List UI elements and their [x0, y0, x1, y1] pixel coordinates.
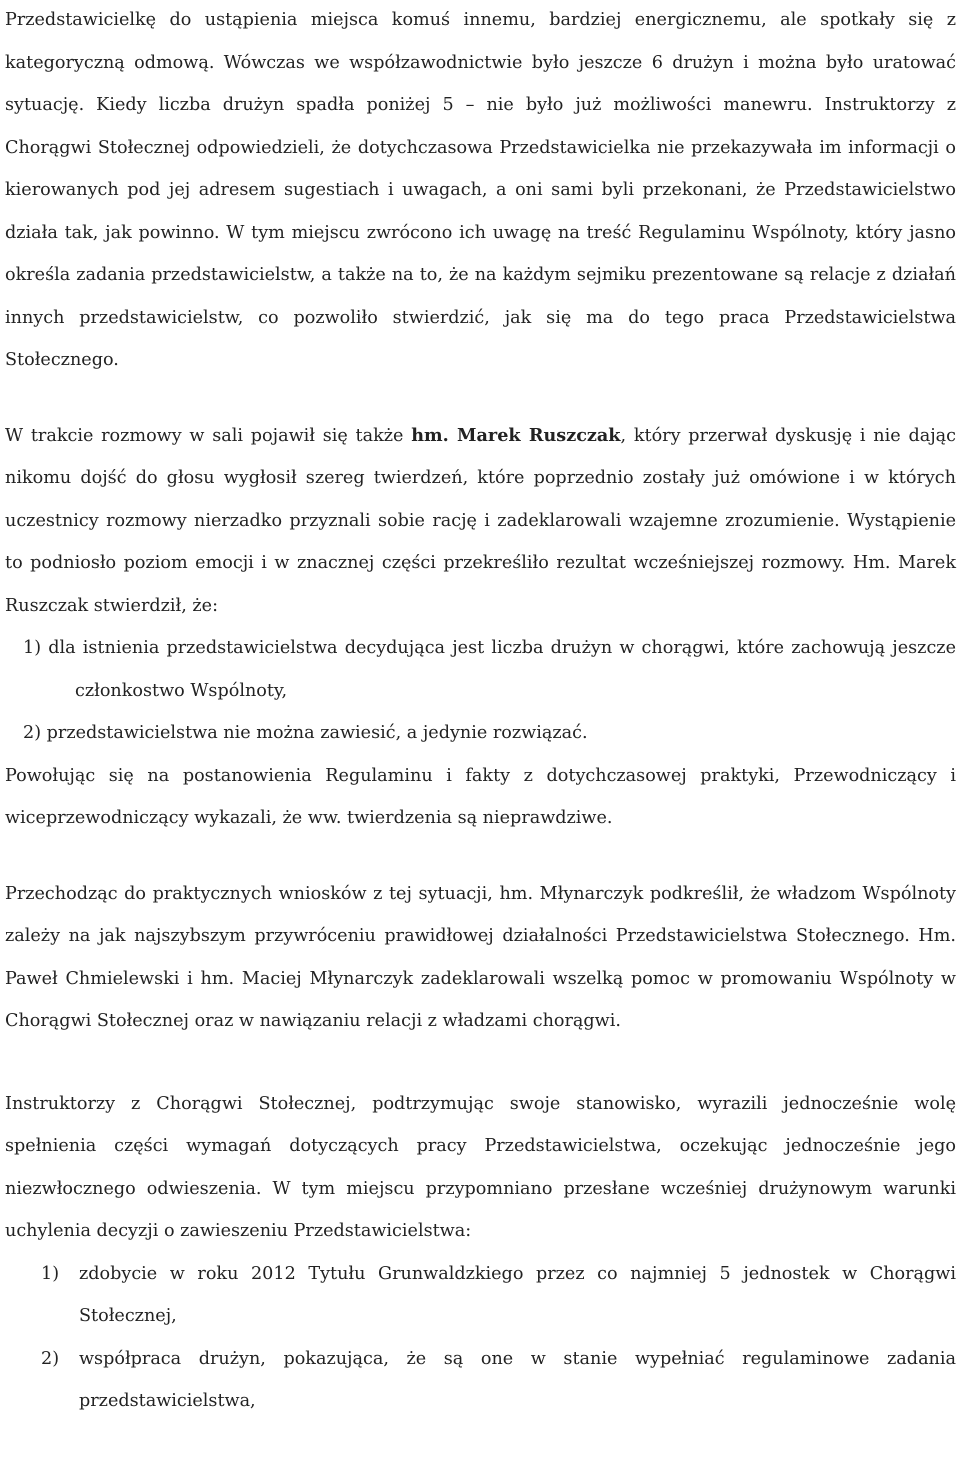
paragraph-5: Instruktorzy z Chorągwi Stołecznej, podtrzymując swoje stanowisko, wyrazili jednocześnie wolę spełnienia części wymagań dotyczących pracy Przedstawicielstwa, oczekując jednocześnie jego niezwłocznego odwieszenia. W tym miejscu przypomniano przesłane wcześniej drużynowym warunki uchylenia decyzji o zawieszeniu Przedstawicielstwa:	[5, 1093, 956, 1241]
conditions-list-item	[5, 1338, 956, 1423]
claims-list-item: 2) przedstawicielstwa nie można zawiesić, a jedynie rozwiązać.	[23, 723, 588, 743]
person-name-bold: hm. Marek Ruszczak	[411, 424, 621, 446]
list-number: 1)	[41, 1263, 60, 1284]
paragraph-4: Przechodząc do praktycznych wniosków z tej sytuacji, hm. Młynarczyk podkreślił, że władzom Wspólnoty zależy na jak najszybszym przywróceniu prawidłowej działalności Przedstawicielstwa Stołecznego. Hm. Paweł Chmielewski i hm. Maciej Młynarczyk zadeklarowali wszelką pomoc w promowaniu Wspólnoty w Chorągwi Stołecznej oraz w nawiązaniu relacji z władzami chorągwi.	[5, 883, 956, 1031]
paragraph-2-text-start: W trakcie rozmowy w sali pojawił się także	[5, 425, 412, 446]
document-body	[5, 0, 956, 1423]
claims-list-item: 1) dla istnienia przedstawicielstwa decydująca jest liczba drużyn w chorągwi, które zachowują jeszcze członkostwo Wspólnoty,	[23, 638, 956, 701]
paragraph-3: Powołując się na postanowienia Regulaminu i fakty z dotychczasowej praktyki, Przewodniczący i wiceprzewodniczący wykazali, że ww. twierdzenia są nieprawdziwe.	[5, 765, 956, 828]
paragraph-1: Przedstawicielkę do ustąpienia miejsca komuś innemu, bardziej energicznemu, ale spotkały się z kategoryczną odmową. Wówczas we współzawodnictwie było jeszcze 6 drużyn i można było uratować sytuację. Kiedy liczba drużyn spadła poniżej 5 – nie było już możliwości manewru. Instruktorzy z Chorągwi Stołecznej odpowiedzieli, że dotychczasowa Przedstawicielka nie przekazywała im informacji o kierowanych pod jej adresem sugestiach i uwagach, a oni sami byli przekonani, że Przedstawicielstwo działa tak, jak powinno. W tym miejscu zwrócono ich uwagę na treść Regulaminu Wspólnoty, który jasno określa zadania przedstawicielstw, a także na to, że na każdym sejmiku prezentowane są relacje z działań innych przedstawicielstw, co pozwoliło stwierdzić, jak się ma do tego praca Przedstawicielstwa Stołecznego.	[5, 10, 956, 370]
paragraph-2-text-end: , który przerwał dyskusję i nie dając nikomu dojść do głosu wygłosił szereg twierdzeń, które poprzednio zostały już omówione i w których uczestnicy rozmowy nierzadko przyznali sobie rację i zadeklarowali wzajemne zrozumienie. Wystąpienie to podniosło poziom emocji i w znacznej części przekreśliło rezultat wcześniejszej rozmowy. Hm. Marek Ruszczak stwierdził, że:	[5, 425, 956, 616]
conditions-list	[5, 1253, 956, 1423]
claims-list	[5, 627, 956, 755]
paragraph-2	[5, 415, 956, 628]
list-item-text: współpraca drużyn, pokazująca, że są one w stanie wypełniać regulaminowe zadania przedstawicielstwa,	[79, 1348, 956, 1411]
conditions-list-item	[5, 1253, 956, 1338]
list-number: 2)	[41, 1348, 60, 1369]
list-item-text: zdobycie w roku 2012 Tytułu Grunwaldzkiego przez co najmniej 5 jednostek w Chorągwi Stołecznej,	[79, 1263, 956, 1326]
